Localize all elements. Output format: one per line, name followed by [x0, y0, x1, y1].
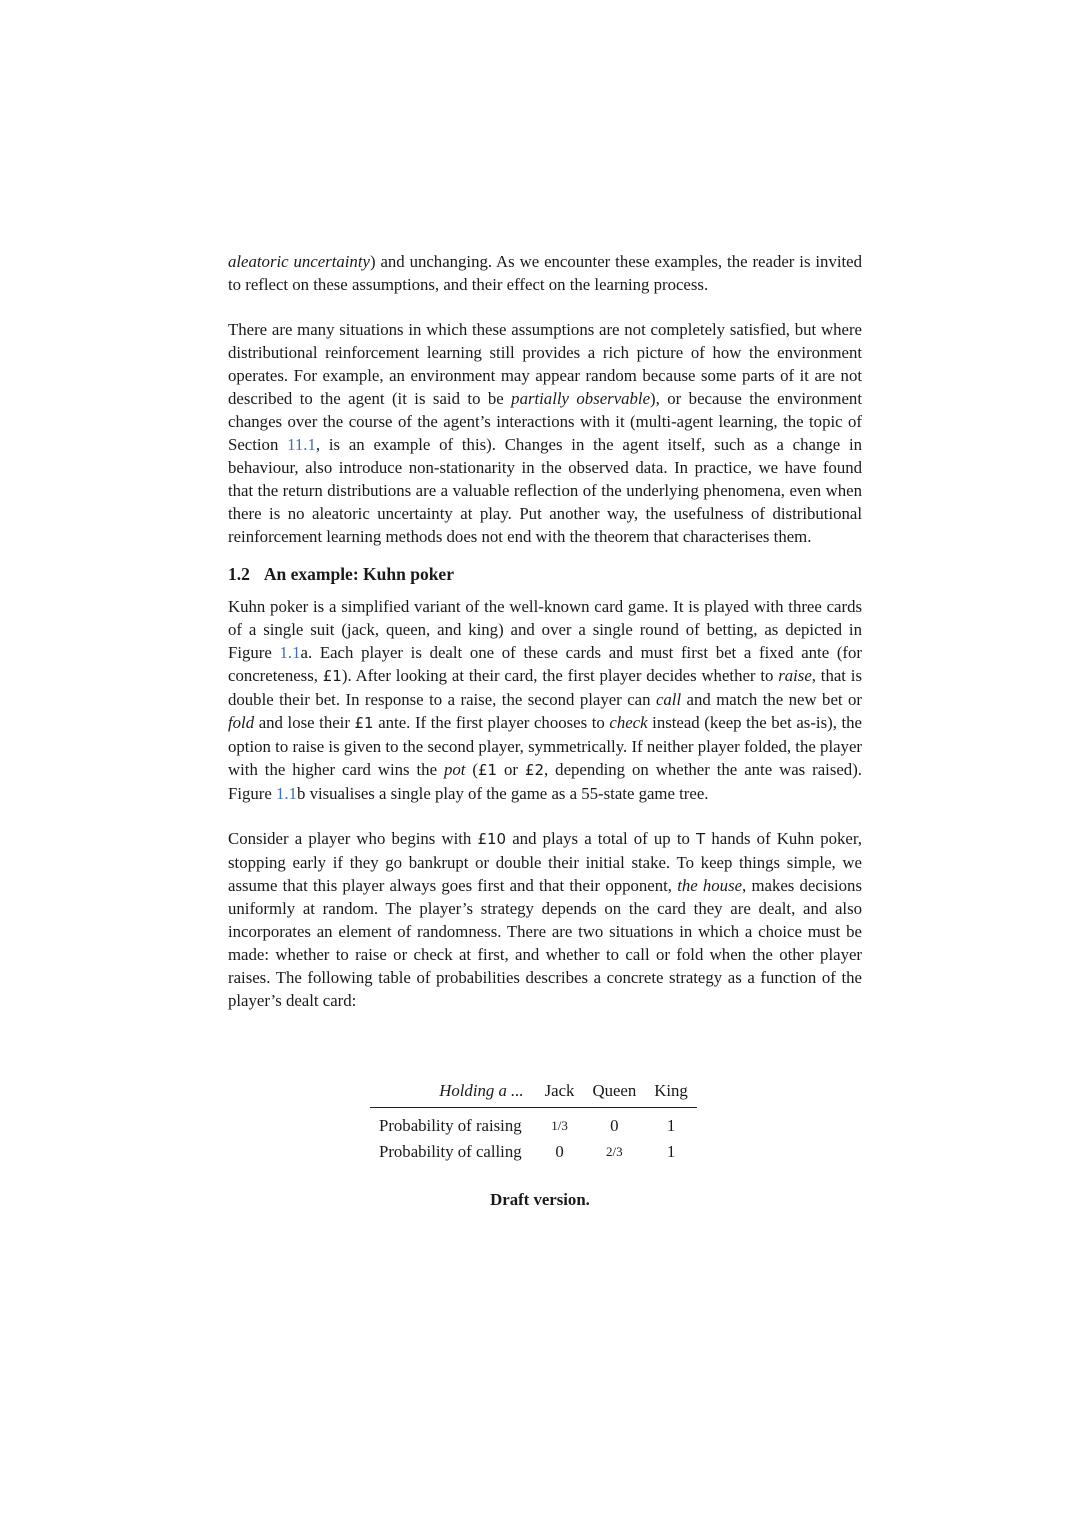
paragraph-text: Kuhn poker is a simplified variant of the well-known card game. It is played with three cards of a single suit (jack, queen, and king) and over a single round of betting, as depicted in Figure: [228, 597, 862, 662]
section-heading: [228, 562, 862, 586]
row-label: Probability of raising: [379, 1116, 522, 1135]
strategy-probability-table: [370, 1077, 697, 1164]
paragraph-text: (: [465, 760, 478, 779]
figure-reference-link[interactable]: 1.1: [276, 784, 297, 803]
table-row: [370, 1138, 697, 1164]
italic-term: pot: [443, 760, 466, 779]
section-reference-link[interactable]: 11.1: [287, 435, 316, 454]
table-cell-jack: 0: [555, 1142, 564, 1161]
paragraph-3: [228, 595, 862, 805]
paragraph-2: [228, 318, 862, 548]
paragraph-text: hands of Kuhn poker, stopping early if they go bankrupt or double their initial stake. To keep things simple, we assume that this player always goes first and that their opponent,: [228, 829, 862, 895]
money-value: £1: [322, 667, 342, 685]
row-label: Probability of calling: [379, 1142, 522, 1161]
italic-term: fold: [228, 713, 255, 732]
paragraph-text: ), or because the environment changes over the course of the agent’s interactions with it (multi-agent learning, the topic of Section: [228, 389, 862, 454]
paragraph-text: Consider a player who begins with: [228, 829, 478, 848]
section-title: An example: Kuhn poker: [263, 564, 454, 584]
paragraph-text: and lose their: [254, 713, 355, 732]
paragraph-text: and match the new bet or: [681, 690, 862, 709]
paragraph-text: instead (keep the bet as-is), the option to raise is given to the second player, symmetrically. If neither player folded, the player with the higher card wins the: [228, 713, 862, 779]
table-cell-queen: 2/3: [606, 1144, 623, 1159]
paragraph-text: ante. If the first player chooses to: [373, 713, 610, 732]
math-variable: T: [696, 830, 706, 848]
money-value: £10: [477, 830, 507, 848]
paragraph-4: [228, 827, 862, 1012]
table-header-king: King: [645, 1077, 697, 1108]
money-value: £2: [524, 761, 545, 779]
table-header-holding: Holding a ...: [370, 1077, 536, 1108]
paragraph-text: or: [497, 760, 525, 779]
paragraph-1: [228, 250, 862, 296]
draft-version-label: Draft version.: [490, 1190, 590, 1209]
paragraph-text: There are many situations in which these assumptions are not completely satisfied, but where distributional reinforcement learning still provides a rich picture of how the environment operates. For example, an environment may appear random because some parts of it are not described to the agent (it is said to be: [228, 320, 862, 408]
table-cell-king: 1: [666, 1116, 676, 1135]
figure-reference-link[interactable]: 1.1: [279, 643, 301, 662]
italic-term: aleatoric uncertainty: [228, 252, 370, 271]
paragraph-text: , makes decisions uniformly at random. The player’s strategy depends on the card they are dealt, and also incorporates an element of randomness. There are two situations in which a choice must be made: whether to raise or check at first, and whether to call or fold when the other player raises. The following table of probabilities describes a concrete strategy as a function of the player’s dealt card:: [228, 876, 862, 1010]
paragraph-text: and plays a total of up to: [506, 829, 697, 848]
italic-term: check: [609, 713, 648, 732]
italic-term: raise: [778, 666, 812, 685]
table-cell-king: 1: [666, 1142, 676, 1161]
table-cell-queen: 0: [610, 1116, 619, 1135]
italic-term: call: [655, 690, 682, 709]
paragraph-text: , is an example of this). Changes in the agent itself, such as a change in behaviour, also introduce non-stationarity in the observed data. In practice, we have found that the return distributions are a valuable reflection of the underlying phenomena, even when there is no aleatoric uncertainty at play. Put another way, the usefulness of distributional reinforcement learning methods does not end with the theorem that characterises them.: [228, 435, 863, 546]
paragraph-text: , that is double their bet. In response to a raise, the second player can: [228, 666, 862, 709]
paragraph-text: , depending on whether the ante was raised). Figure: [228, 760, 862, 803]
table-header-queen: Queen: [583, 1077, 645, 1108]
paragraph-text: ). After looking at their card, the first player decides whether to: [341, 666, 779, 685]
section-number: 1.2: [228, 564, 250, 584]
page-content: [228, 250, 862, 1012]
table-row: [370, 1108, 697, 1139]
paragraph-text: a. Each player is dealt one of these cards and must first bet a fixed ante (for concreteness,: [228, 643, 862, 685]
table-header-jack: Jack: [536, 1077, 584, 1108]
table-cell-jack: 1/3: [551, 1118, 568, 1133]
paragraph-text: ) and unchanging. As we encounter these examples, the reader is invited to reflect on these assumptions, and their effect on the learning process.: [228, 252, 862, 294]
table-header-row: [370, 1077, 697, 1108]
italic-term: the house: [677, 876, 743, 895]
money-value: £1: [354, 714, 374, 732]
money-value: £1: [477, 761, 498, 779]
italic-term: partially observable: [511, 389, 651, 408]
paragraph-text: b visualises a single play of the game as a 55-state game tree.: [297, 784, 709, 803]
